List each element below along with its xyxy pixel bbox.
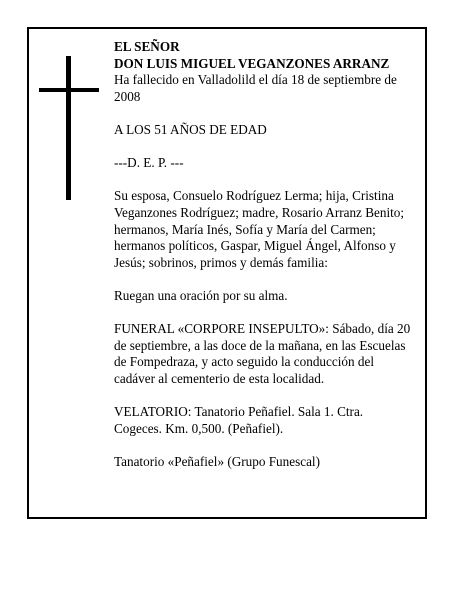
- wake-details: VELATORIO: Tanatorio Peñafiel. Sala 1. Ctra. Cogeces. Km. 0,500. (Peñafiel).: [114, 404, 364, 436]
- deceased-title: [114, 39, 414, 72]
- prayer-request: Ruegan una oración por su alma.: [114, 287, 288, 303]
- family-list: Su esposa, Consuelo Rodríguez Lerma; hija, Cristina Veganzones Rodríguez; madre, Rosario Arranz Benito; hermanos, María Inés, Sofía y María del Carmen; hermanos políticos, Gaspar, Miguel Ángel, Alfonso y Jesús; sobrinos, primos y demás familia:: [114, 188, 405, 270]
- cross-horizontal-bar: [39, 88, 99, 92]
- latin-cross-icon: [39, 56, 99, 200]
- title-honorific: EL SEÑOR: [114, 39, 180, 54]
- funeral-details: FUNERAL «CORPORE INSEPULTO»: Sábado, día 20 de septiembre, a las doce de la mañana, en las Escuelas de Fompedraza, y acto seguido la conducción del cadáver al cementerio de esta localidad.: [114, 321, 411, 386]
- funeral-home: Tanatorio «Peñafiel» (Grupo Funescal): [114, 453, 320, 469]
- cross-vertical-bar: [66, 56, 71, 200]
- deceased-name: DON LUIS MIGUEL VEGANZONES ARRANZ: [114, 55, 390, 71]
- age-at-death: A LOS 51 AÑOS DE EDAD: [114, 121, 267, 137]
- rest-in-peace: ---D. E. P. ---: [114, 155, 184, 171]
- notice-content: [114, 39, 414, 487]
- obituary-notice: [27, 27, 427, 519]
- death-info: Ha fallecido en Valladolild el día 18 de septiembre de 2008: [114, 72, 397, 104]
